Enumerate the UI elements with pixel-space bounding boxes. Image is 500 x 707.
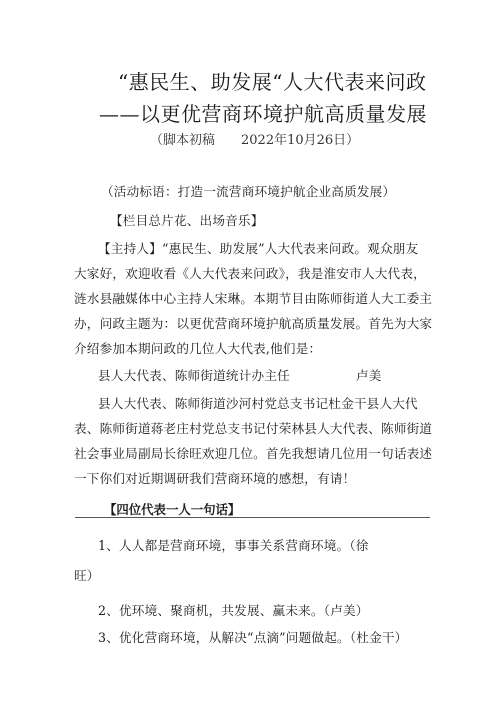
host-line: 大家好，欢迎收看《人大代表来问政》，我是淮安市人大代表， [74, 266, 426, 281]
list-item: 3、优化营商环境，从解决“点滴”问题做起。（杜金干） [98, 630, 408, 645]
host-line: 介绍参加本期问政的几位人大代表,他们是： [74, 341, 322, 356]
host-line: 涟水县融媒体中心主持人宋琳。本期节目由陈师街道人大工委主 [74, 291, 433, 306]
rep1-role: 县人大代表、陈师街道统计办主任 [98, 368, 290, 383]
host-line: 办，问政主题为：以更优营商环境护航高质量发展。首先为大家 [74, 316, 433, 331]
reps-line: 社会事业局副局长徐旺欢迎几位。首先我想请几位用一句话表述 [74, 446, 433, 461]
list-item: 旺） [74, 568, 100, 583]
activity-slogan: （活动标语：打造一流营商环境护航企业高质发展） [101, 184, 396, 199]
title-line-2: ——以更优营商环境护航高质量发展 [99, 102, 427, 126]
list-item: 1、人人都是营商环境，事事关系营商环境。（徐 [98, 538, 369, 553]
section-heading: 【四位代表一人一句话】 [104, 502, 241, 517]
host-line: 【主持人】“惠民生、助发展”人大代表来问政。观众朋友 [98, 241, 419, 256]
rep1-name: 卢美 [356, 368, 382, 383]
title-line-1: “惠民生、助发展“人大代表来问政 [118, 70, 427, 94]
reps-line: 县人大代表、陈师街道沙河村党总支书记杜金干县人大代 [98, 396, 418, 411]
draft-meta: （脚本初稿 2022年10月26日） [150, 133, 360, 148]
list-item: 2、优环境、聚商机，共发展、赢未来。（卢美） [98, 603, 369, 618]
segment-label: 【栏目总片花、出场音乐】 [110, 213, 264, 228]
reps-line: 一下你们对近期调研我们营商环境的感想，有请！ [74, 471, 356, 486]
section-divider [75, 517, 430, 518]
reps-line: 表、陈师街道蒋老庄村党总支书记付荣林县人大代表、陈师街道 [74, 421, 433, 436]
